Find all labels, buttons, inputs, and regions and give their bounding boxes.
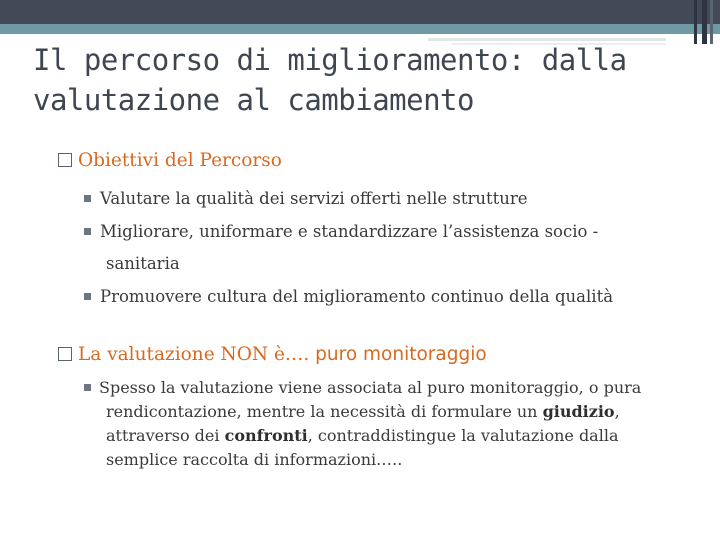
section-heading-label: Obiettivi del Percorso — [78, 150, 282, 171]
list-item-text: sanitaria — [106, 254, 180, 273]
list-item-text: Migliorare, uniformare e standardizzare l’assistenza socio - — [100, 222, 599, 241]
list-item — [84, 281, 613, 312]
section-heading-label-part2: puro monitoraggio — [315, 344, 487, 365]
list-item — [84, 216, 598, 247]
header-stripe — [702, 0, 707, 44]
square-bullet-icon — [84, 228, 91, 235]
slide-title: Il percorso di miglioramento: dalla valutazione al cambiamento — [33, 43, 627, 117]
section-heading-objectives — [58, 150, 282, 171]
checkbox-bullet-icon — [58, 347, 72, 361]
paragraph-bold-confronti: confronti — [224, 426, 308, 445]
header-bar — [0, 0, 720, 24]
list-item-text: Valutare la qualità dei servizi offerti nelle strutture — [100, 189, 528, 208]
header-accent-bar — [0, 24, 720, 34]
list-item-continuation — [84, 248, 180, 279]
square-bullet-icon — [84, 384, 91, 391]
section-heading-evaluation — [58, 344, 487, 365]
header-stripe — [710, 0, 713, 44]
square-bullet-icon — [84, 293, 91, 300]
list-item-text: Promuovere cultura del miglioramento continuo della qualità — [100, 287, 614, 306]
paragraph-text-a: Spesso la valutazione viene associata al puro monitoraggio, o pura rendicontazione, mentre la necessità di formulare un — [99, 378, 642, 421]
paragraph-bold-giudizio: giudizio — [542, 402, 615, 421]
checkbox-bullet-icon — [58, 153, 72, 167]
section-heading-label-part1: La valutazione NON è…. — [78, 344, 316, 365]
header-stripe — [694, 0, 697, 44]
paragraph-text-b: , attraverso dei — [106, 402, 620, 445]
paragraph-body — [84, 376, 654, 472]
square-bullet-icon — [84, 195, 91, 202]
list-item — [84, 183, 528, 214]
paragraph-text-c: , contraddistingue la valutazione dalla semplice raccolta di informazioni.…. — [106, 426, 619, 469]
evaluation-paragraph — [84, 376, 654, 472]
